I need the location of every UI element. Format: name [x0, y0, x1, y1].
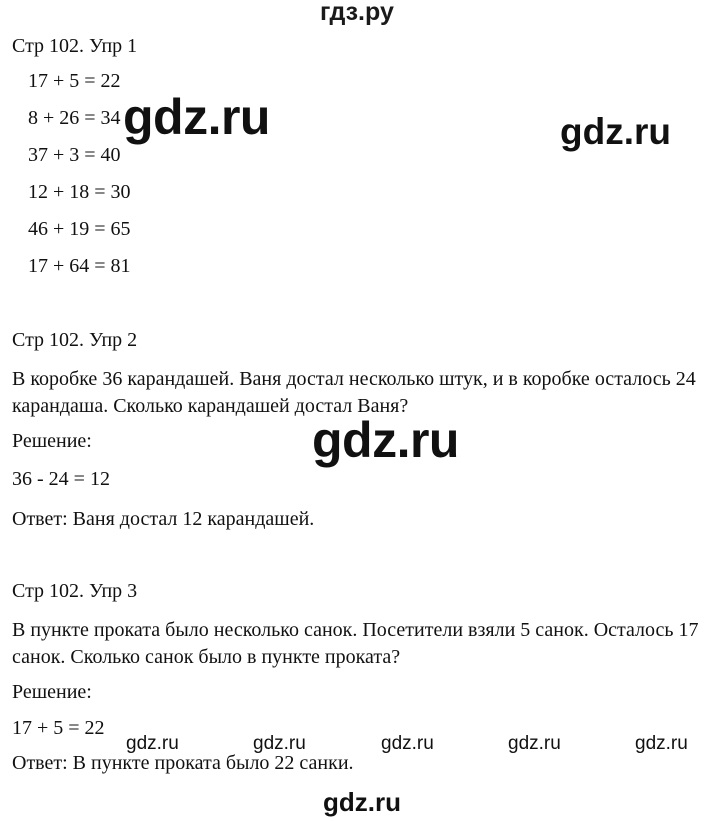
- solution-label: Решение:: [12, 430, 92, 452]
- equation-row: 46 + 19 = 65: [28, 218, 131, 240]
- answer-text: Ответ: Ваня достал 12 карандашей.: [12, 508, 315, 530]
- solution-label: Решение:: [12, 681, 92, 703]
- watermark-logo: gdz.ru: [253, 733, 306, 754]
- watermark-logo: gdz.ru: [381, 733, 434, 754]
- exercise-3-title: Стр 102. Упр 3: [12, 580, 138, 602]
- exercise-3-problem: В пункте проката было несколько санок. Посетители взяли 5 санок. Осталось 17 санок. Сколько санок было в пункте проката?: [12, 619, 699, 668]
- footer-watermark: gdz.ru: [323, 787, 401, 817]
- exercise-2-title: Стр 102. Упр 2: [12, 329, 138, 351]
- watermark-logo: gdz.ru: [508, 733, 561, 754]
- watermark-logo: gdz.ru: [126, 733, 179, 754]
- solution-calc: 36 - 24 = 12: [12, 468, 110, 490]
- exercise-1-title: Стр 102. Упр 1: [12, 35, 138, 57]
- site-header: гдз.ру: [320, 0, 394, 26]
- equation-row: 12 + 18 = 30: [28, 181, 131, 203]
- equation-row: 37 + 3 = 40: [28, 144, 121, 166]
- watermark-logo: gdz.ru: [560, 111, 671, 152]
- equation-row: 17 + 64 = 81: [28, 255, 131, 277]
- watermark-logo: gdz.ru: [312, 412, 459, 468]
- equation-row: 17 + 5 = 22: [28, 70, 121, 92]
- equation-row: 8 + 26 = 34: [28, 107, 121, 129]
- exercise-2-problem: В коробке 36 карандашей. Ваня достал несколько штук, и в коробке осталось 24 карандаша. Сколько карандашей достал Ваня?: [12, 368, 696, 417]
- watermark-logo: gdz.ru: [635, 733, 688, 754]
- watermark-logo: gdz.ru: [123, 89, 270, 145]
- answer-text: Ответ: В пункте проката было 22 санки.: [12, 752, 354, 774]
- solution-calc: 17 + 5 = 22: [12, 717, 105, 739]
